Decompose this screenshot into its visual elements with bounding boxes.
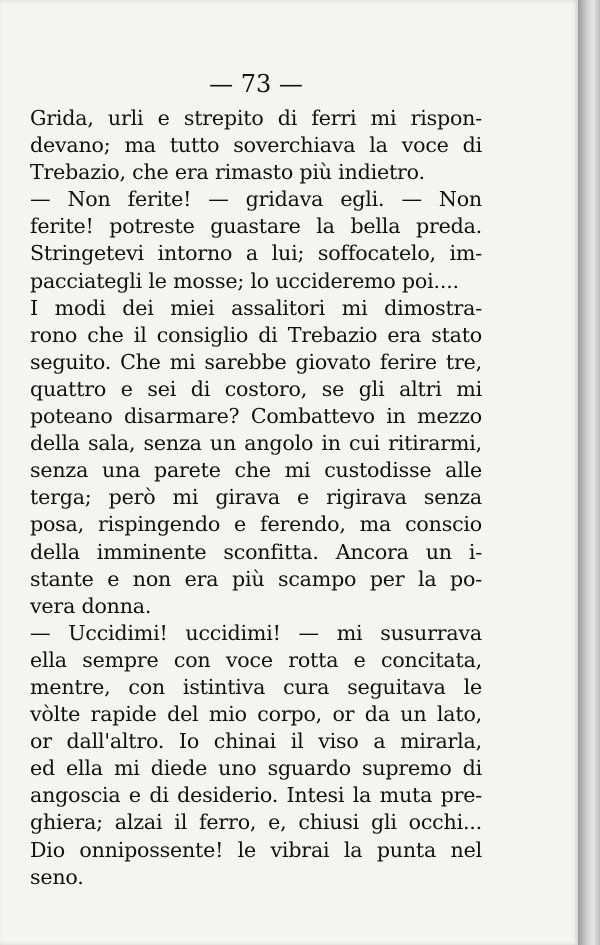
text-line: Grida, urli e strepito di ferri mi rispon- [30, 106, 482, 130]
text-line: I modi dei miei assalitori mi dimostra- [30, 295, 482, 320]
text-line: ferite! potreste guastare la bella preda. [30, 214, 482, 239]
text-line: or dall'altro. Io chinai il viso a mirarla, [30, 729, 482, 754]
page-body-text [30, 105, 482, 891]
text-line: senza una parete che mi custodisse alle [30, 458, 482, 483]
text-line: rono che il consiglio di Trebazio era stato [30, 322, 482, 347]
text-line: ed ella mi diede uno sguardo supremo di [30, 756, 482, 781]
text-line: Stringetevi intorno a lui; soffocatelo, im- [30, 241, 482, 266]
text-line: stante e non era più scampo per la po- [30, 566, 482, 591]
text-line: — Uccidimi! uccidimi! — mi susurrava [30, 620, 482, 645]
text-line: ghiera; alzai il ferro, e, chiusi gli occhi... [30, 810, 482, 835]
text-line: devano; ma tutto soverchiava la voce di [30, 133, 482, 158]
text-line: vòlte rapide del mio corpo, or da un lato, [30, 702, 482, 727]
text-line: Trebazio, che era rimasto più indietro. [30, 160, 425, 185]
text-line: terga; però mi girava e rigirava senza [30, 485, 482, 510]
text-line: ella sempre con voce rotta e concitata, [30, 647, 482, 672]
text-line: posa, rispingendo e ferendo, ma conscio [30, 512, 482, 537]
text-line: della sala, senza un angolo in cui ritirarmi, [30, 431, 482, 456]
text-line: pacciategli le mosse; lo uccideremo poi.... [30, 268, 459, 293]
text-line: seno. [30, 864, 84, 889]
page-number: — 73 — [209, 70, 303, 98]
text-line: seguito. Che mi sarebbe giovato ferire tre, [30, 349, 482, 374]
text-line: poteano disarmare? Combattevo in mezzo [30, 404, 482, 429]
page-edge [578, 0, 600, 945]
text-line: mentre, con istintiva cura seguitava le [30, 674, 482, 699]
text-line: quattro e sei di costoro, se gli altri mi [30, 376, 482, 401]
text-line: — Non ferite! — gridava egli. — Non [30, 187, 482, 212]
text-line: Dio onnipossente! le vibrai la punta nel [30, 837, 482, 862]
text-line: della imminente sconfitta. Ancora un i- [30, 539, 482, 564]
text-line: vera donna. [30, 593, 152, 618]
text-line: angoscia e di desiderio. Intesi la muta pre- [30, 783, 482, 808]
